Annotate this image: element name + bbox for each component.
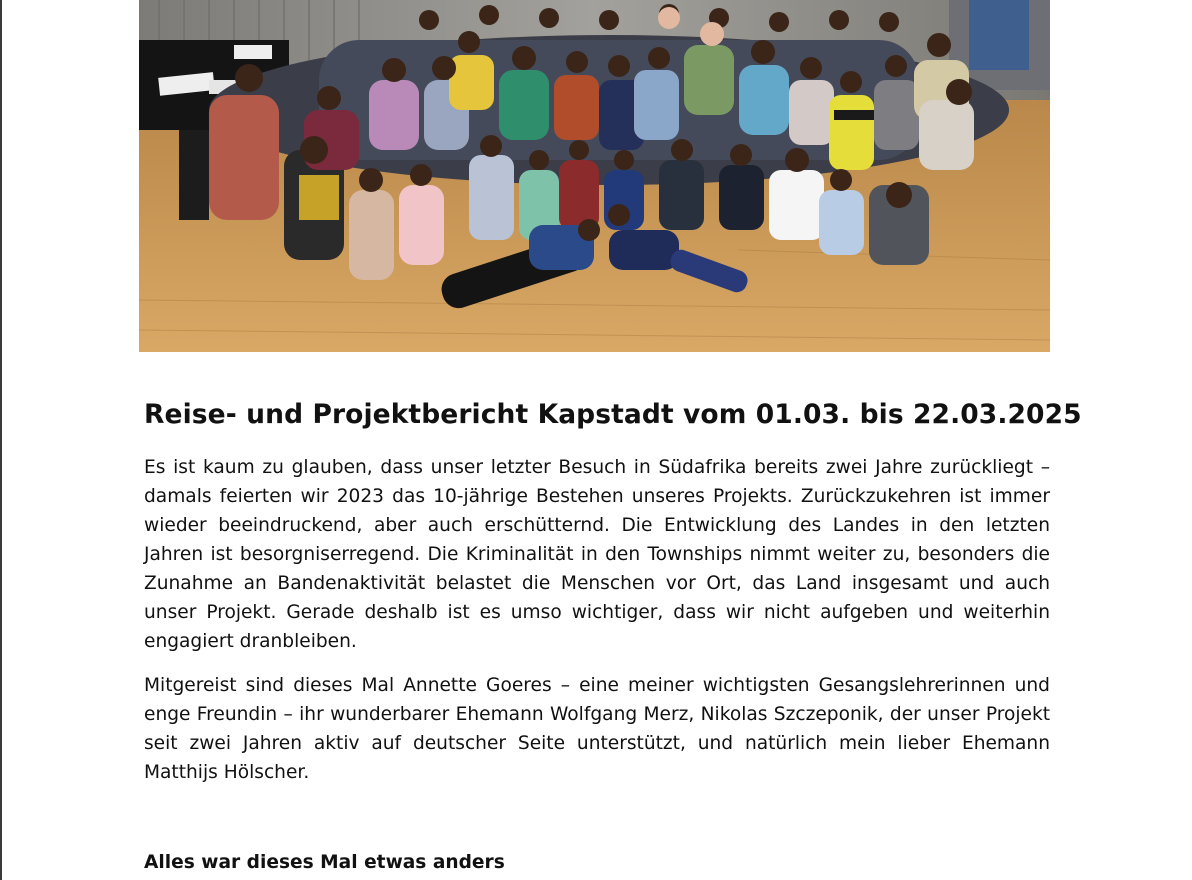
report-title: Reise- und Projektbericht Kapstadt vom 01.03. bis 22.03.2025 <box>144 399 1082 430</box>
section-subheading: Alles war dieses Mal etwas anders <box>144 852 505 873</box>
paragraph-travelers: Mitgereist sind dieses Mal Annette Goeres – eine meiner wichtigsten Gesangslehrerinnen und enge Freundin – ihr wunderbarer Ehemann Wolfgang Merz, Nikolas Szczeponik, der unser Projekt seit zwei Jahren aktiv auf deutscher Seite unterstützt, und natürlich mein lieber Ehemann Matthijs Hölscher. <box>144 675 1050 783</box>
page-edge <box>0 0 2 880</box>
paragraph-intro: Es ist kaum zu glauben, dass unser letzter Besuch in Südafrika bereits zwei Jahre zurückliegt – damals feierten wir 2023 das 10-jährige Bestehen unseres Projekts. Zurückzukehren ist immer wieder beeindruckend, aber auch erschütternd. Die Entwicklung des Landes in den letzten Jahren ist besorgniserregend. Die Kriminalität in den Townships nimmt weiter zu, besonders die Zunahme an Bandenaktivität belastet die Menschen vor Ort, das Land insgesamt und auch unser Projekt. Gerade deshalb ist es umso wichtiger, dass wir nicht aufgeben und weiterhin engagiert dranbleiben. <box>144 457 1050 652</box>
group-photo <box>139 0 1050 352</box>
